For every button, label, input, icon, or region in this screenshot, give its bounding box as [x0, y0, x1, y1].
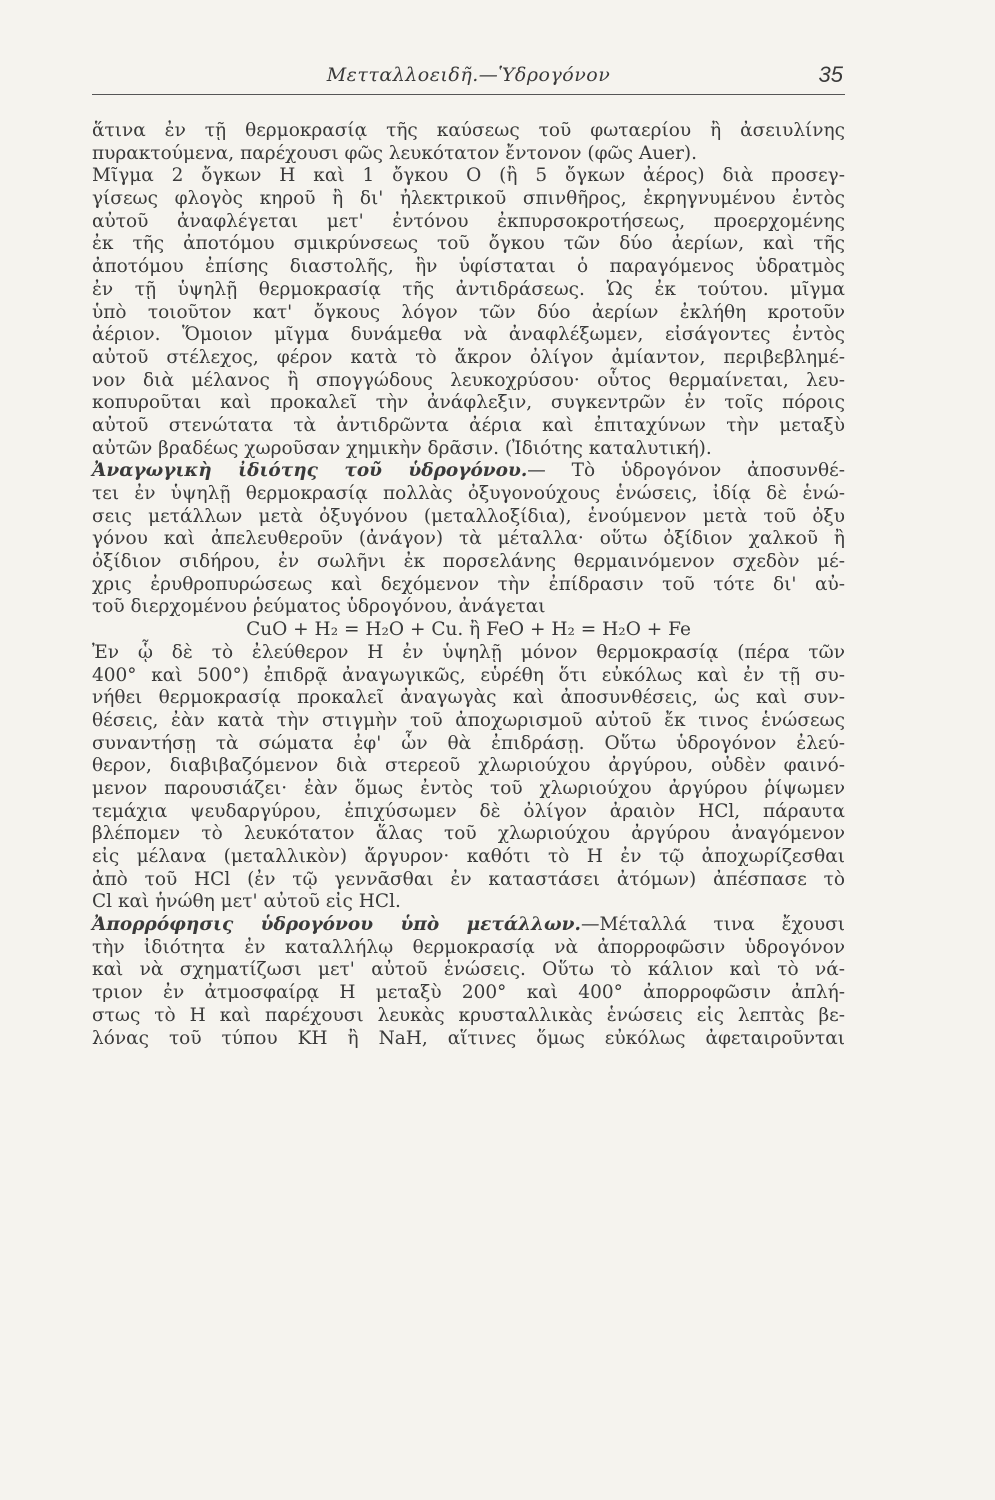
- text-line: ἀπὸ τοῦ HCl (ἐν τῷ γεννᾶσθαι ἐν καταστάσει ἀτόμων) ἀπέσπασε τὸ: [92, 868, 845, 890]
- text-line: θερον, διαβιβαζόμενον διὰ στερεοῦ χλωριούχου ἀργύρου, οὐδὲν φαινό-: [92, 755, 845, 777]
- section-lead-reducing: — Τὸ ὑδρογόνον ἀποσυνθέ-: [527, 460, 845, 482]
- text-line: τοῦ διερχομένου ῥεύματος ὑδρογόνου, ἀνάγεται: [92, 596, 546, 618]
- text-line: τει ἐν ὑψηλῇ θερμοκρασίᾳ πολλὰς ὀξυγονούχους ἑνώσεις, ἰδίᾳ δὲ ἑνώ-: [92, 483, 845, 504]
- section-title-absorption: Ἀπορρόφησις ὑδρογόνου ὑπὸ μετάλλων.: [92, 914, 581, 936]
- text-line: ἐν τῇ ὑψηλῇ θερμοκρασίᾳ τῆς ἀντιδράσεως. Ὡς ἐκ τούτου. μῖγμα: [92, 278, 845, 300]
- text-line: συναντήσῃ τὰ σώματα ἐφ' ὧν θὰ ἐπιδράσῃ. Οὕτω ὑδρογόνον ἐλεύ-: [92, 732, 845, 754]
- text-line: θέσεις, ἐὰν κατὰ τὴν στιγμὴν τοῦ ἀποχωρισμοῦ αὐτοῦ ἔκ τινος ἑνώσεως: [92, 709, 845, 731]
- page-number: 35: [818, 62, 843, 87]
- text-line: ἀέριον. Ὅμοιον μῖγμα δυνάμεθα νὰ ἀναφλέξωμεν, εἰσάγοντες ἐντὸς: [92, 324, 845, 346]
- text-line: λόνας τοῦ τύπου KH ἢ NaH, αἵτινες ὅμως εὐκόλως ἀφεταιροῦνται: [92, 1027, 845, 1049]
- text-line: ὑπὸ τοιοῦτον κατ' ὄγκους λόγον τῶν δύο ἀερίων ἐκλήθη κροτοῦν: [92, 301, 845, 323]
- text-line: αὐτῶν βραδέως χωροῦσαν χημικὴν δρᾶσιν. (Ἰδιότης καταλυτική).: [92, 437, 712, 459]
- page-header: [92, 60, 845, 92]
- text-line: γίσεως φλογὸς κηροῦ ἢ δι' ἠλεκτρικοῦ σπινθῆρος, ἐκρηγνυμένου ἐντὸς: [92, 188, 845, 210]
- running-head: Μετταλλοειδῆ.—Ὑδρογόνον: [326, 64, 611, 86]
- section-heading-line: [92, 460, 845, 483]
- text-line: 400° καὶ 500°) ἐπιδρᾷ ἀναγωγικῶς, εὑρέθη ὅτι εὐκόλως καὶ ἐν τῇ συ-: [92, 664, 845, 686]
- text-line: Cl καὶ ἡνώθη μετ' αὐτοῦ εἰς HCl.: [92, 891, 401, 913]
- text-line: μενον παρουσιάζει· ἐὰν ὅμως ἐντὸς τοῦ χλωριούχου ἀργύρου ῥίψωμεν: [92, 777, 845, 799]
- text-line: τὴν ἰδιότητα ἐν καταλλήλῳ θερμοκρασίᾳ νὰ ἀπορροφῶσιν ὑδρογόνον: [92, 936, 845, 958]
- text-line: αὐτοῦ ἀναφλέγεται μετ' ἐντόνου ἐκπυρσοκροτήσεως, προερχομένης: [92, 210, 845, 232]
- text-line: καὶ νὰ σχηματίζωσι μετ' αὐτοῦ ἑνώσεις. Οὕτω τὸ κάλιον καὶ τὸ νά-: [92, 959, 845, 981]
- text-line: αὐτοῦ στέλεχος, φέρον κατὰ τὸ ἄκρον ὀλίγον ἀμίαντον, περιβεβλημέ-: [92, 346, 845, 368]
- section-heading-line: [92, 914, 845, 937]
- text-line: ὀξίδιον σιδήρου, ἐν σωλῆνι ἐκ πορσελάνης θερμαινόμενον σχεδὸν μέ-: [92, 551, 845, 573]
- text-line: εἰς μέλανα (μεταλλικὸν) ἄργυρον· καθότι τὸ H ἐν τῷ ἀποχωρίζεσθαι: [92, 846, 845, 867]
- text-line: Ἐν ᾧ δὲ τὸ ἐλεύθερον H ἐν ὑψηλῇ μόνον θερμοκρασίᾳ (πέρα τῶν: [92, 641, 845, 663]
- text-line: χρις ἐρυθροπυρώσεως καὶ δεχόμενον τὴν ἐπίδρασιν τοῦ τότε δι' αὐ-: [92, 573, 845, 595]
- text-line: πυρακτούμενα, παρέχουσι φῶς λευκότατον ἔντονον (φῶς Auer).: [92, 142, 698, 164]
- text-line: ἅτινα ἐν τῇ θερμοκρασίᾳ τῆς καύσεως τοῦ φωταερίου ἢ ἀσειυλίνης: [92, 120, 845, 141]
- text-line: νήθει θερμοκρασίᾳ προκαλεῖ ἀναγωγὰς καὶ ἀποσυνθέσεις, ὡς καὶ συν-: [92, 687, 845, 709]
- text-line: τεμάχια ψευδαργύρου, ἐπιχύσωμεν δὲ ὀλίγον ἀραιὸν HCl, πάραυτα: [92, 800, 845, 822]
- body-text: [92, 120, 845, 1050]
- text-line: κοπυροῦται καὶ προκαλεῖ τὴν ἀνάφλεξιν, συγκεντρῶν ἐν τοῖς πόροις: [92, 392, 845, 414]
- text-line: γόνου καὶ ἀπελευθεροῦν (ἀνάγον) τὰ μέταλλα· οὕτω ὀξίδιον χαλκοῦ ἢ: [92, 528, 845, 550]
- text-line: αὐτοῦ στενώτατα τὰ ἀντιδρῶντα ἀέρια καὶ ἐπιταχύνων τὴν μεταξὺ: [92, 414, 845, 436]
- text-line: στως τὸ H καὶ παρέχουσι λευκὰς κρυσταλλικὰς ἑνώσεις εἰς λεπτὰς βε-: [92, 1004, 845, 1026]
- text-line: νον διὰ μέλανος ἢ σπογγώδους λευκοχρύσου· οὗτος θερμαίνεται, λευ-: [92, 369, 845, 391]
- text-line: σεις μετάλλων μετὰ ὀξυγόνου (μεταλλοξίδια), ἑνούμενον μετὰ τοῦ ὀξυ: [92, 505, 845, 527]
- section-lead-absorption: —Μέταλλά τινα ἔχουσι: [580, 914, 846, 936]
- section-title-reducing: Ἀναγωγικὴ ἰδιότης τοῦ ὑδρογόνου.: [92, 460, 528, 482]
- text-line: ἐκ τῆς ἀποτόμου σμικρύνσεως τοῦ ὄγκου τῶν δύο ἀερίων, καὶ τῆς: [92, 233, 845, 255]
- text-line: τριον ἐν ἀτμοσφαίρᾳ H μεταξὺ 200° καὶ 400° ἀπορροφῶσιν ἀπλή-: [92, 982, 845, 1004]
- text-line: βλέπομεν τὸ λευκότατον ἅλας τοῦ χλωριούχου ἀργύρου ἀναγόμενον: [92, 823, 845, 845]
- header-rule: [92, 94, 845, 95]
- text-line: Μῖγμα 2 ὄγκων H καὶ 1 ὄγκου O (ἢ 5 ὄγκων ἀέρος) διὰ προσεγ-: [92, 165, 845, 187]
- chemical-formula: CuO + H₂ = H₂O + Cu. ἢ FeO + H₂ = H₂O + Fe: [246, 619, 691, 641]
- text-line: ἀποτόμου ἐπίσης διαστολῆς, ἣν ὑφίσταται ὁ παραγόμενος ὑδρατμὸς: [92, 256, 845, 278]
